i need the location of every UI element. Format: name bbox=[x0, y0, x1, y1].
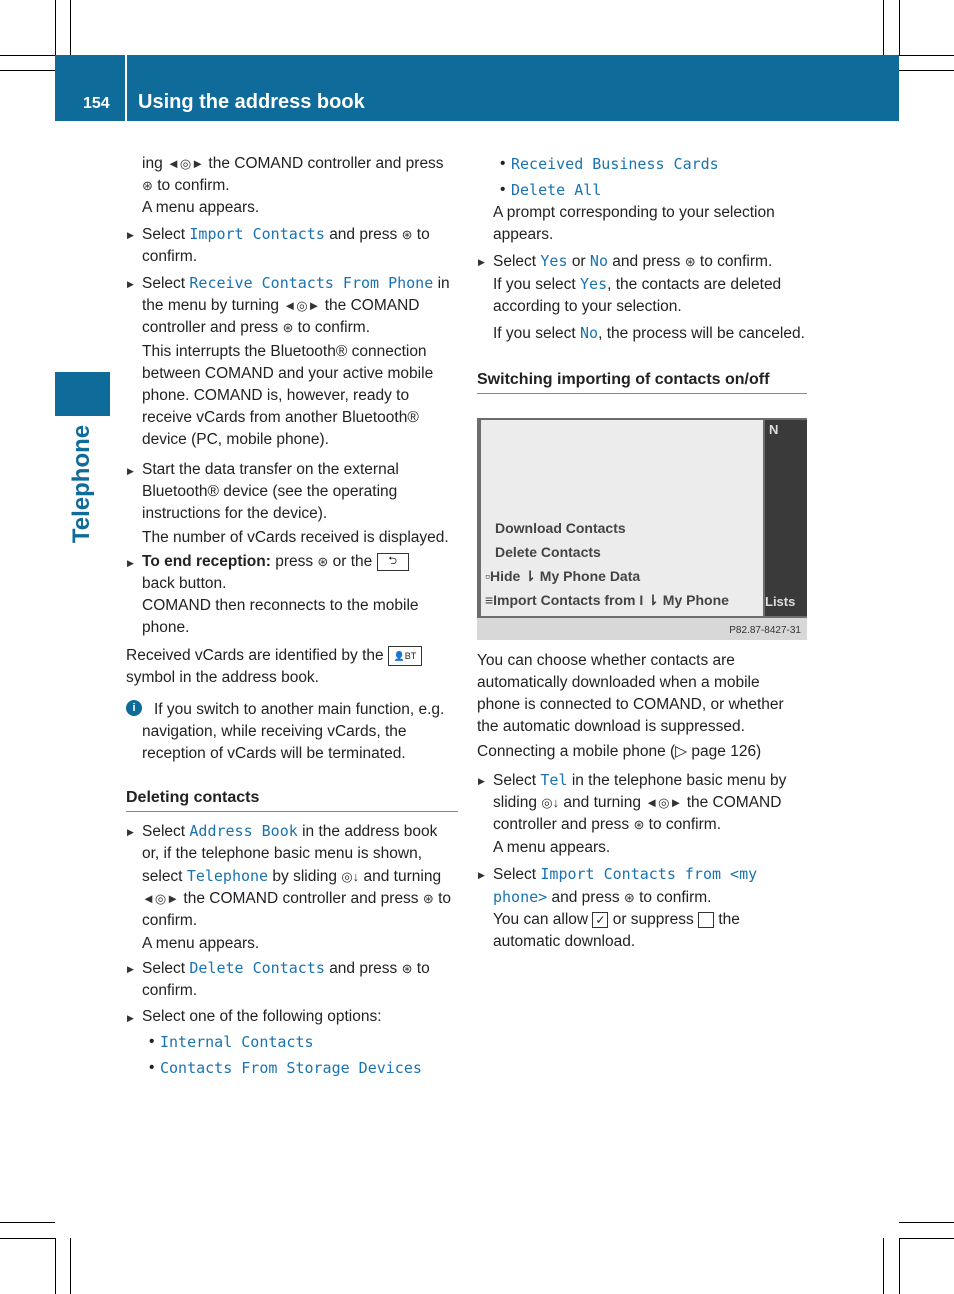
menu-item-ref: Received Business Cards bbox=[511, 155, 719, 173]
section-heading: Switching importing of contacts on/off bbox=[477, 369, 807, 394]
comand-screenshot bbox=[477, 418, 807, 640]
crop-mark bbox=[70, 1238, 71, 1294]
text: press bbox=[275, 553, 314, 570]
text: You can allow bbox=[493, 911, 589, 928]
option-item bbox=[142, 1057, 458, 1080]
text: to confirm. bbox=[142, 960, 430, 999]
menu-item-ref: Receive Contacts From Phone bbox=[189, 274, 434, 292]
text: Select bbox=[142, 275, 186, 292]
text: symbol in the address book. bbox=[126, 669, 319, 686]
menu-item-ref: Delete All bbox=[511, 181, 602, 199]
text: A menu appears. bbox=[142, 935, 260, 952]
menu-item-ref: Delete Contacts bbox=[189, 959, 325, 977]
text: The number of vCards received is displayed. bbox=[142, 529, 449, 546]
text: COMAND then reconnects to the mobile phone. bbox=[142, 597, 419, 636]
menu-item-ref: Telephone bbox=[186, 867, 269, 885]
crop-mark bbox=[883, 0, 884, 55]
text: in the telephone basic menu by sliding bbox=[493, 772, 787, 811]
press-icon: ⊛ bbox=[317, 554, 329, 569]
text: This interrupts the Bluetooth® connection between COMAND and your active mobile phone. COMAND is, however, ready to receive vCards from another Bluetooth® device (PC, mobile phone). bbox=[142, 343, 434, 448]
menu-panel bbox=[481, 420, 763, 616]
controller-turn-icon: ◄◎► bbox=[142, 891, 180, 906]
text: ing bbox=[142, 155, 163, 172]
crop-mark bbox=[55, 0, 56, 55]
text: Connecting a mobile phone (▷ page 126) bbox=[477, 743, 762, 760]
list-item bbox=[126, 957, 458, 1002]
crop-mark bbox=[0, 1222, 55, 1223]
text: the COMAND controller and press bbox=[493, 794, 782, 833]
menu-item-ref: Address Book bbox=[189, 822, 298, 840]
option-item bbox=[142, 1031, 458, 1054]
right-column bbox=[477, 153, 807, 394]
page-title: Using the address book bbox=[138, 91, 365, 113]
menu-item-ref: Import Contacts bbox=[189, 225, 325, 243]
text: Select one of the following options: bbox=[142, 1008, 382, 1025]
text: A menu appears. bbox=[493, 839, 611, 856]
text: and turning bbox=[563, 794, 641, 811]
page-number: 154 bbox=[83, 95, 110, 112]
crop-mark bbox=[899, 1222, 954, 1223]
image-footer bbox=[477, 618, 807, 640]
crop-mark bbox=[899, 1238, 954, 1239]
text: or suppress bbox=[612, 911, 694, 928]
unchecked-box-icon bbox=[698, 912, 714, 928]
crop-mark bbox=[0, 55, 55, 56]
sidebar-lists: Lists bbox=[765, 594, 796, 609]
menu-item-ref: Import Contacts from <my phone> bbox=[493, 865, 758, 906]
menu-item-ref: Yes bbox=[540, 252, 568, 270]
list-item bbox=[126, 223, 458, 268]
text: Select bbox=[493, 253, 537, 270]
page-header bbox=[55, 55, 899, 121]
crop-mark bbox=[0, 1238, 55, 1239]
info-note bbox=[126, 699, 458, 765]
controller-turn-icon: ◄◎► bbox=[645, 795, 683, 810]
text: Select bbox=[142, 960, 186, 977]
text: to confirm. bbox=[297, 319, 371, 336]
list-item bbox=[126, 459, 458, 549]
option-item bbox=[493, 179, 807, 202]
text: To end reception: bbox=[142, 553, 271, 570]
text: the COMAND controller and press bbox=[183, 890, 419, 907]
menu-item-ref: Yes bbox=[580, 275, 608, 293]
text: Select bbox=[493, 772, 537, 789]
text: and turning bbox=[363, 868, 442, 885]
text: If you select bbox=[493, 325, 576, 342]
text: to confirm. bbox=[648, 816, 722, 833]
press-icon: ⊛ bbox=[422, 891, 434, 906]
menu-item-import-contacts: ≡Import Contacts from I ⇂ My Phone bbox=[485, 592, 729, 608]
menu-item-ref: No bbox=[589, 252, 608, 270]
crop-mark bbox=[899, 70, 954, 71]
crop-mark bbox=[899, 1238, 900, 1294]
crop-mark bbox=[55, 1238, 56, 1294]
list-item bbox=[477, 250, 807, 345]
text: ▶ Start the data transfer on the external Bluetooth® device (see the operating instructions for the device). bbox=[142, 461, 399, 522]
crop-mark bbox=[70, 0, 71, 55]
controller-turn-icon: ◄◎► bbox=[167, 156, 205, 171]
back-button-icon: ⮌ bbox=[377, 553, 409, 571]
crop-mark bbox=[899, 0, 900, 55]
press-icon: ⊛ bbox=[282, 320, 294, 335]
text: You can choose whether contacts are automatically downloaded when a mobile phone is connected to COMAND, or whether the automatic download is suppressed. bbox=[477, 652, 784, 735]
menu-item-download-contacts: Download Contacts bbox=[495, 520, 626, 536]
list-item bbox=[126, 820, 458, 955]
crop-mark bbox=[0, 70, 55, 71]
side-label: Telephone bbox=[68, 424, 95, 544]
press-icon: ⊛ bbox=[401, 227, 413, 242]
header-divider bbox=[125, 55, 127, 121]
list-item bbox=[477, 769, 807, 859]
menu-item-hide: ▫Hide ⇂ My Phone Data bbox=[485, 568, 641, 584]
text: or the bbox=[332, 553, 373, 570]
text: or bbox=[571, 253, 586, 270]
crop-mark bbox=[899, 55, 954, 56]
crop-mark bbox=[883, 1238, 884, 1294]
list-item bbox=[477, 863, 807, 953]
menu-item-delete-contacts: Delete Contacts bbox=[495, 544, 601, 560]
text: If you select bbox=[493, 276, 576, 293]
info-icon: i bbox=[126, 700, 142, 716]
text: to confirm. bbox=[699, 253, 773, 270]
text: , the contacts are deleted according to your selection. bbox=[493, 276, 782, 315]
text: to confirm. bbox=[639, 889, 712, 906]
left-column bbox=[126, 153, 458, 1080]
text: the COMAND controller and press bbox=[208, 155, 444, 172]
menu-item-ref: Internal Contacts bbox=[160, 1033, 314, 1051]
text: A menu appears. bbox=[142, 199, 260, 216]
controller-turn-icon: ◄◎► bbox=[283, 298, 321, 313]
press-icon: ⊛ bbox=[623, 890, 635, 905]
list-item bbox=[126, 551, 458, 639]
option-item bbox=[493, 153, 807, 176]
side-tab bbox=[55, 372, 110, 416]
text: by sliding bbox=[272, 868, 338, 885]
text: Received vCards are identified by the bbox=[126, 647, 384, 664]
text: Select bbox=[142, 226, 186, 243]
press-icon: ⊛ bbox=[401, 961, 413, 976]
press-icon: ⊛ bbox=[684, 254, 696, 269]
controller-slide-icon: ◎↓ bbox=[541, 795, 560, 810]
text: to confirm. bbox=[142, 890, 452, 929]
text: A prompt corresponding to your selection appears. bbox=[493, 204, 775, 243]
text: to confirm. bbox=[142, 226, 430, 265]
right-sidebar bbox=[765, 420, 807, 616]
text: Select bbox=[142, 823, 186, 840]
text: in the menu by turning bbox=[142, 275, 450, 314]
press-icon: ⊛ bbox=[142, 178, 153, 193]
menu-item-ref: No bbox=[580, 324, 599, 342]
right-column-lower bbox=[477, 650, 807, 953]
text: and press bbox=[329, 960, 398, 977]
text: to confirm. bbox=[157, 177, 230, 194]
text: and press bbox=[329, 226, 398, 243]
menu-item-ref: Tel bbox=[540, 771, 568, 789]
checked-box-icon: ✓ bbox=[592, 912, 608, 928]
sidebar-n: N bbox=[769, 422, 779, 437]
paragraph bbox=[126, 153, 458, 219]
menu-item-ref: Contacts From Storage Devices bbox=[160, 1059, 422, 1077]
press-icon: ⊛ bbox=[633, 817, 645, 832]
list-item bbox=[126, 272, 458, 451]
paragraph bbox=[126, 645, 458, 689]
image-code: P82.87-8427-31 bbox=[729, 625, 801, 636]
controller-slide-icon: ◎↓ bbox=[341, 869, 360, 884]
text: and press bbox=[612, 253, 681, 270]
text: the automatic download. bbox=[493, 911, 740, 950]
text: Select bbox=[493, 866, 537, 883]
section-heading: Deleting contacts bbox=[126, 787, 458, 812]
bluetooth-contact-icon: 👤BT bbox=[388, 646, 422, 666]
text: and press bbox=[551, 889, 620, 906]
text: back button. bbox=[142, 575, 227, 592]
text: , the process will be canceled. bbox=[598, 325, 805, 342]
text: in the address book or, if the telephone basic menu is shown, select bbox=[142, 823, 438, 885]
text: the COMAND controller and press bbox=[142, 297, 420, 336]
text: If you switch to another main function, e.g. navigation, while receiving vCards, the reception of vCards will be terminated. bbox=[142, 701, 445, 762]
list-item bbox=[126, 1006, 458, 1028]
